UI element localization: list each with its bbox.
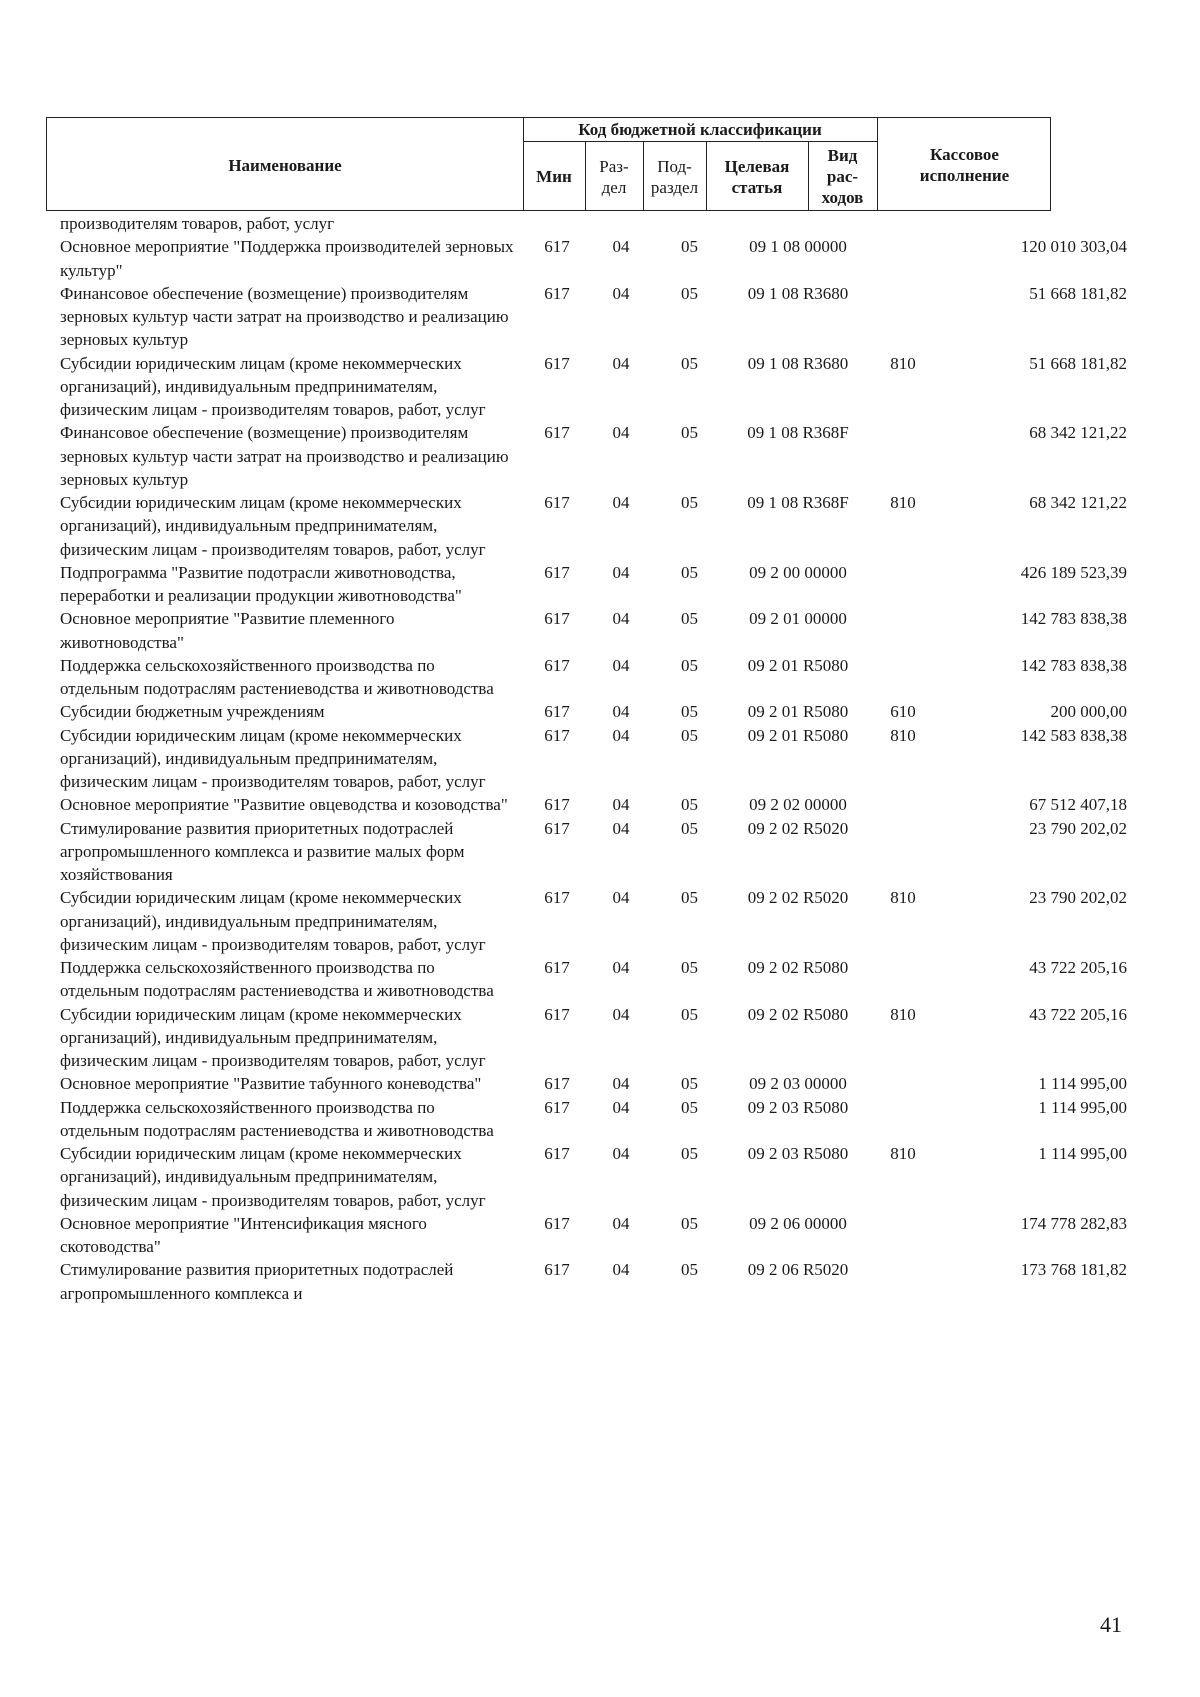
row-celevaya: 09 2 02 R5080 xyxy=(747,1004,849,1024)
row-celevaya: 09 1 08 R368F xyxy=(747,493,849,512)
row-podrazdel: 05 xyxy=(681,237,698,257)
row-celevaya: 09 1 08 R3680 xyxy=(747,283,849,303)
row-celevaya: 09 1 08 R3680 xyxy=(747,353,849,373)
row-podrazdel: 05 xyxy=(681,609,698,629)
row-name: Подпрограмма "Развитие подотрасли животноводства, переработки и реализации продукции животноводства" xyxy=(60,562,462,605)
row-razdel: 04 xyxy=(612,609,630,629)
table-row xyxy=(60,282,1140,352)
table-row xyxy=(60,352,1140,422)
row-summa: 120 010 303,04 xyxy=(1020,237,1127,257)
row-name: Стимулирование развития приоритетных подотраслей агропромышленного комплекса и развитие малых форм хозяйствования xyxy=(60,818,465,884)
table-row xyxy=(60,212,1140,235)
table-header xyxy=(46,117,1051,211)
row-podrazdel: 05 xyxy=(681,493,698,512)
row-razdel: 04 xyxy=(612,1004,630,1024)
row-min: 617 xyxy=(544,1074,570,1094)
header-podrazdel: Под- раздел xyxy=(650,156,699,197)
table-row xyxy=(60,1003,1140,1073)
row-min: 617 xyxy=(544,1144,570,1163)
row-celevaya: 09 2 06 00000 xyxy=(749,1213,847,1233)
table-body xyxy=(60,212,1140,1305)
row-celevaya: 09 2 01 00000 xyxy=(749,609,847,629)
row-celevaya: 09 2 02 R5080 xyxy=(747,958,849,977)
header-vid: Вид рас- ходов xyxy=(821,146,864,207)
row-razdel: 04 xyxy=(612,1097,630,1117)
row-vid: 610 xyxy=(890,702,916,722)
row-podrazdel: 05 xyxy=(681,725,698,745)
row-podrazdel: 05 xyxy=(681,888,698,908)
page-number: 41 xyxy=(1100,1612,1122,1637)
row-podrazdel: 05 xyxy=(681,1260,698,1280)
row-podrazdel: 05 xyxy=(681,1097,698,1117)
row-min: 617 xyxy=(544,795,570,815)
row-summa: 68 342 121,22 xyxy=(1029,493,1127,512)
row-podrazdel: 05 xyxy=(681,283,698,303)
row-celevaya: 09 1 08 R368F xyxy=(747,423,849,443)
row-summa: 142 583 838,38 xyxy=(1020,725,1127,745)
row-podrazdel: 05 xyxy=(681,353,698,373)
row-celevaya: 09 2 01 R5080 xyxy=(747,725,849,745)
table-row xyxy=(60,607,1140,654)
row-min: 617 xyxy=(544,958,570,977)
row-celevaya: 09 2 03 R5080 xyxy=(747,1097,849,1117)
table-row xyxy=(60,235,1140,282)
row-min: 617 xyxy=(544,353,570,373)
row-name: Основное мероприятие "Развитие табунного коневодства" xyxy=(60,1074,482,1094)
table-row xyxy=(60,1142,1140,1212)
row-razdel: 04 xyxy=(612,283,630,303)
row-min: 617 xyxy=(544,1004,570,1024)
row-name: Финансовое обеспечение (возмещение) производителям зерновых культур части затрат на производство и реализацию зерновых культур xyxy=(60,423,509,489)
table-row xyxy=(60,561,1140,608)
table-row xyxy=(60,886,1140,956)
row-name: Субсидии юридическим лицам (кроме некоммерческих организаций), индивидуальным предпринимателям, физическим лицам - производителям товаров, работ, услуг xyxy=(60,493,486,559)
row-min: 617 xyxy=(544,1213,570,1233)
row-name: производителям товаров, работ, услуг xyxy=(60,214,335,233)
row-vid: 810 xyxy=(890,1144,916,1163)
row-summa: 1 114 995,00 xyxy=(1038,1097,1127,1117)
row-min: 617 xyxy=(544,283,570,303)
row-summa: 174 778 282,83 xyxy=(1020,1213,1127,1233)
row-celevaya: 09 2 03 R5080 xyxy=(747,1144,849,1163)
row-summa: 142 783 838,38 xyxy=(1020,609,1127,629)
row-summa: 43 722 205,16 xyxy=(1029,958,1127,977)
row-vid: 810 xyxy=(890,493,916,512)
row-summa: 23 790 202,02 xyxy=(1029,818,1127,838)
table-row xyxy=(60,1212,1140,1259)
row-name: Субсидии юридическим лицам (кроме некоммерческих организаций), индивидуальным предпринимателям, физическим лицам - производителям товаров, работ, услуг xyxy=(60,725,486,791)
table-row xyxy=(60,793,1140,816)
row-razdel: 04 xyxy=(612,795,630,815)
table-row xyxy=(60,724,1140,794)
table-row xyxy=(60,817,1140,887)
row-min: 617 xyxy=(544,655,570,675)
row-name: Основное мероприятие "Развитие овцеводства и козоводства" xyxy=(60,795,508,815)
header-kassovoe: Кассовое исполнение xyxy=(919,145,1010,185)
row-min: 617 xyxy=(544,562,570,582)
row-min: 617 xyxy=(544,888,570,908)
row-razdel: 04 xyxy=(612,702,630,722)
row-name: Основное мероприятие "Развитие племенного животноводства" xyxy=(60,609,395,652)
row-min: 617 xyxy=(544,725,570,745)
row-podrazdel: 05 xyxy=(681,1144,698,1163)
row-razdel: 04 xyxy=(612,237,630,257)
row-summa: 43 722 205,16 xyxy=(1029,1004,1127,1024)
row-podrazdel: 05 xyxy=(681,795,698,815)
row-celevaya: 09 2 00 00000 xyxy=(749,562,847,582)
row-min: 617 xyxy=(544,702,570,722)
row-podrazdel: 05 xyxy=(681,1074,698,1094)
row-razdel: 04 xyxy=(612,1213,630,1233)
row-celevaya: 09 1 08 00000 xyxy=(749,237,847,257)
table-row xyxy=(60,1258,1140,1305)
table-row xyxy=(60,1096,1140,1143)
table-row xyxy=(60,1072,1140,1095)
row-summa: 51 668 181,82 xyxy=(1029,283,1127,303)
table-row xyxy=(60,654,1140,701)
row-razdel: 04 xyxy=(612,1144,630,1163)
row-vid: 810 xyxy=(890,888,916,908)
row-name: Поддержка сельскохозяйственного производства по отдельным подотраслям растениеводства и животноводства xyxy=(60,1097,494,1140)
row-vid: 810 xyxy=(890,725,916,745)
table-row xyxy=(60,421,1140,491)
row-razdel: 04 xyxy=(612,818,630,838)
row-celevaya: 09 2 01 R5080 xyxy=(747,655,849,675)
row-name: Поддержка сельскохозяйственного производства по отдельным подотраслям растениеводства и животноводства xyxy=(60,655,494,698)
row-razdel: 04 xyxy=(612,493,630,512)
row-vid: 810 xyxy=(890,353,916,373)
row-podrazdel: 05 xyxy=(681,1004,698,1024)
row-celevaya: 09 2 01 R5080 xyxy=(747,702,849,722)
row-celevaya: 09 2 02 00000 xyxy=(749,795,847,815)
row-name: Субсидии юридическим лицам (кроме некоммерческих организаций), индивидуальным предпринимателям, физическим лицам - производителям товаров, работ, услуг xyxy=(60,1144,486,1210)
header-celevaya: Целевая статья xyxy=(724,156,790,197)
table-row xyxy=(60,491,1140,561)
row-podrazdel: 05 xyxy=(681,818,698,838)
row-name: Субсидии юридическим лицам (кроме некоммерческих организаций), индивидуальным предпринимателям, физическим лицам - производителям товаров, работ, услуг xyxy=(60,1004,486,1070)
table-row xyxy=(60,956,1140,1003)
row-razdel: 04 xyxy=(612,562,630,582)
row-razdel: 04 xyxy=(612,353,630,373)
row-celevaya: 09 2 03 00000 xyxy=(749,1074,847,1094)
row-celevaya: 09 2 06 R5020 xyxy=(747,1260,849,1280)
row-razdel: 04 xyxy=(612,423,630,443)
row-razdel: 04 xyxy=(612,1074,630,1094)
row-min: 617 xyxy=(544,1260,570,1280)
table-row xyxy=(60,700,1140,723)
row-summa: 51 668 181,82 xyxy=(1029,353,1127,373)
row-summa: 23 790 202,02 xyxy=(1029,888,1127,908)
row-podrazdel: 05 xyxy=(681,702,698,722)
row-min: 617 xyxy=(544,609,570,629)
row-min: 617 xyxy=(544,237,570,257)
row-razdel: 04 xyxy=(612,655,630,675)
row-celevaya: 09 2 02 R5020 xyxy=(747,818,849,838)
header-min: Мин xyxy=(536,167,572,186)
row-podrazdel: 05 xyxy=(681,1213,698,1233)
row-name: Стимулирование развития приоритетных подотраслей агропромышленного комплекса и xyxy=(60,1260,454,1303)
row-summa: 426 189 523,39 xyxy=(1020,562,1127,582)
row-summa: 142 783 838,38 xyxy=(1020,655,1127,675)
row-min: 617 xyxy=(544,423,570,443)
row-razdel: 04 xyxy=(612,958,630,977)
row-name: Субсидии бюджетным учреждениям xyxy=(60,702,325,722)
row-name: Субсидии юридическим лицам (кроме некоммерческих организаций), индивидуальным предпринимателям, физическим лицам - производителям товаров, работ, услуг xyxy=(60,888,486,954)
row-summa: 68 342 121,22 xyxy=(1029,423,1127,443)
row-name: Финансовое обеспечение (возмещение) производителям зерновых культур части затрат на производство и реализацию зерновых культур xyxy=(60,283,509,350)
row-razdel: 04 xyxy=(612,888,630,908)
row-summa: 200 000,00 xyxy=(1050,702,1127,722)
row-name: Поддержка сельскохозяйственного производства по отдельным подотраслям растениеводства и животноводства xyxy=(60,958,494,1001)
row-summa: 1 114 995,00 xyxy=(1038,1074,1127,1094)
row-podrazdel: 05 xyxy=(681,562,698,582)
header-code-group: Код бюджетной классификации xyxy=(578,120,822,139)
row-summa: 67 512 407,18 xyxy=(1029,795,1127,815)
row-summa: 1 114 995,00 xyxy=(1038,1144,1127,1163)
row-podrazdel: 05 xyxy=(681,655,698,675)
row-min: 617 xyxy=(544,818,570,838)
row-razdel: 04 xyxy=(612,1260,630,1280)
row-vid: 810 xyxy=(890,1004,916,1024)
header-name: Наименование xyxy=(228,155,342,175)
header-razdel: Раз- дел xyxy=(599,156,629,197)
row-podrazdel: 05 xyxy=(681,958,698,977)
row-name: Субсидии юридическим лицам (кроме некоммерческих организаций), индивидуальным предпринимателям, физическим лицам - производителям товаров, работ, услуг xyxy=(60,353,486,419)
row-min: 617 xyxy=(544,1097,570,1117)
row-razdel: 04 xyxy=(612,725,630,745)
row-name: Основное мероприятие "Интенсификация мясного скотоводства" xyxy=(60,1213,427,1256)
row-celevaya: 09 2 02 R5020 xyxy=(747,888,849,908)
row-summa: 173 768 181,82 xyxy=(1020,1260,1127,1280)
row-podrazdel: 05 xyxy=(681,423,698,443)
row-name: Основное мероприятие "Поддержка производителей зерновых культур" xyxy=(60,237,514,280)
row-min: 617 xyxy=(544,493,570,512)
